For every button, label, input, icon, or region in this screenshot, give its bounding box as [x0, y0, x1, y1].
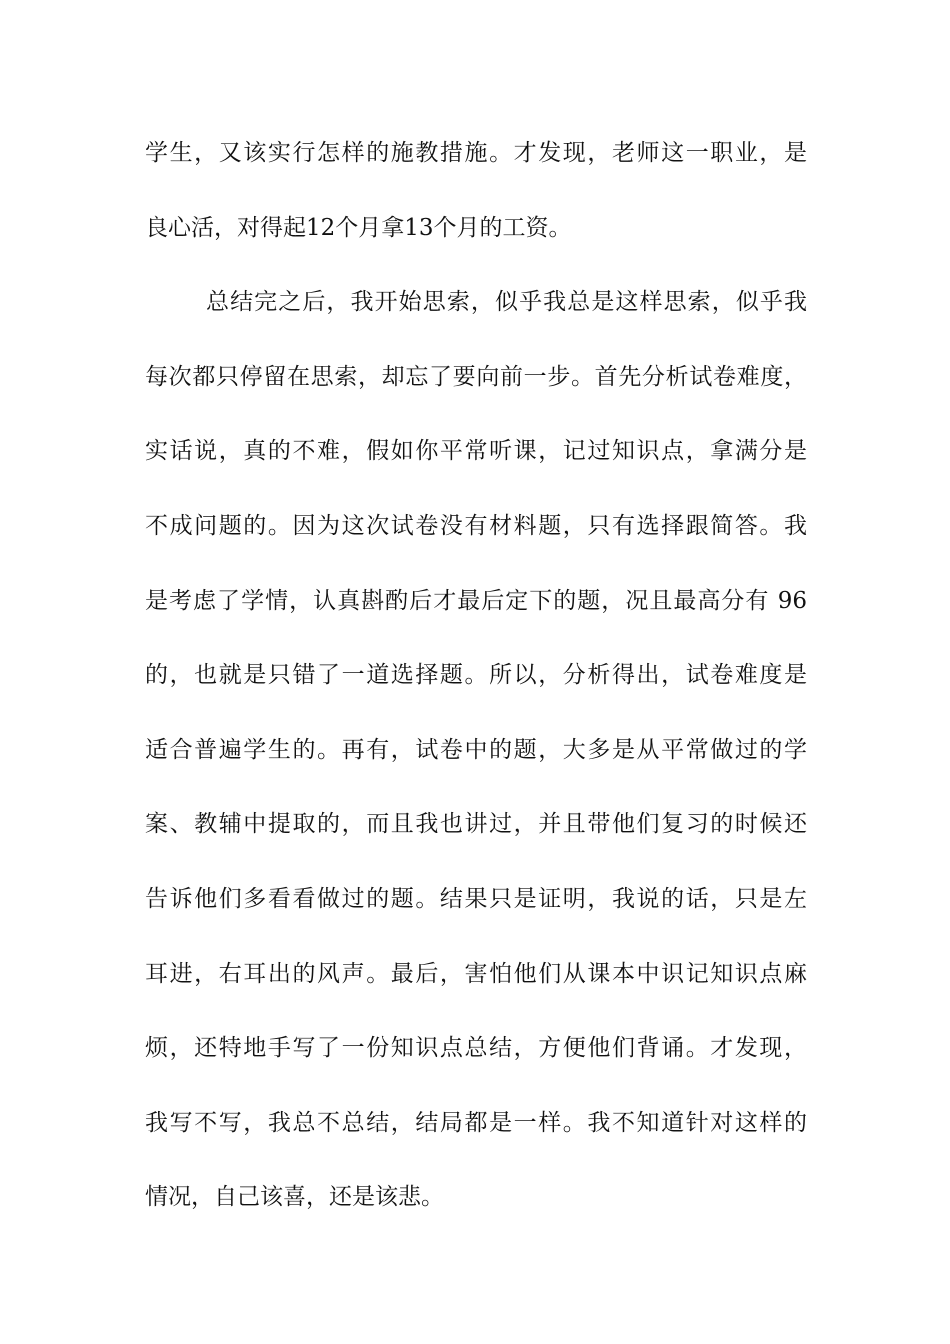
- text-line: 烦，还特地手写了一份知识点总结，方便他们背诵。才发现，: [145, 1035, 807, 1062]
- text-line: 我写不写，我总不总结，结局都是一样。我不知道针对这样的: [145, 1109, 807, 1136]
- text-line: 良心活，对得起12个月拿13个月的工资。: [145, 214, 572, 241]
- paragraph-first-line: 总结完之后，我开始思索，似乎我总是这样思索，似乎我: [206, 289, 807, 316]
- document-body: [145, 133, 807, 1252]
- text-line: 耳进，右耳出的风声。最后，害怕他们从课本中识记知识点麻: [145, 960, 807, 987]
- text-line: 情况，自己该喜，还是该悲。: [145, 1184, 444, 1211]
- text-line: 告诉他们多看看做过的题。结果只是证明，我说的话，只是左: [145, 885, 807, 912]
- text-line: 不成问题的。因为这次试卷没有材料题，只有选择跟简答。我: [145, 512, 807, 539]
- text-line: 适合普遍学生的。再有，试卷中的题，大多是从平常做过的学: [145, 736, 807, 763]
- text-line: 学生，又该实行怎样的施教措施。才发现，老师这一职业，是: [145, 140, 807, 166]
- text-line: 是考虑了学情，认真斟酌后才最后定下的题，况且最高分有 96: [145, 587, 807, 614]
- text-line: 的，也就是只错了一道选择题。所以，分析得出，试卷难度是: [145, 662, 807, 689]
- text-line: 案、教辅中提取的，而且我也讲过，并且带他们复习的时候还: [145, 811, 807, 838]
- text-line: 每次都只停留在思索，却忘了要向前一步。首先分析试卷难度，: [145, 363, 807, 390]
- text-line: 实话说，真的不难，假如你平常听课，记过知识点，拿满分是: [145, 438, 807, 465]
